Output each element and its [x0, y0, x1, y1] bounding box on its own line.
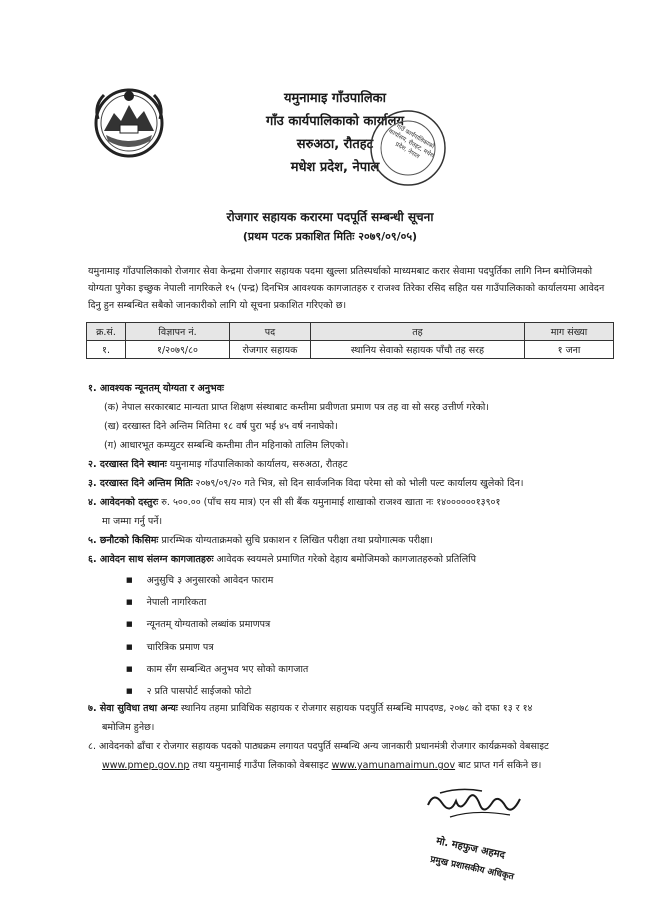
req8-mid-text: तथा यमुनामाई गाउँपा लिकाको वेबसाइट — [189, 760, 332, 771]
list-item: ■ काम सँग सम्बन्धित अनुभव भए सोको कागजात — [126, 659, 308, 681]
req4-line — [88, 493, 618, 512]
office-stamp — [368, 108, 448, 188]
cell-ad-number: १/२०७९/८० — [126, 341, 230, 359]
req8-continuation — [88, 756, 618, 775]
req6-line — [88, 550, 618, 569]
req8-text: ८. आवेदनको ढाँचा र रोजगार सहायक पदको पाठ्यक्रम लगायत पदपुर्ति सम्बन्धि अन्य जानकारी प्रधानमंत्री रोजगार कार्यक्रमको वेबसाइट — [88, 741, 549, 752]
req3-label: ३. दरखास्त दिने अन्तिम मितिः — [88, 478, 193, 489]
req6-label: ६. आवेदन साथ संलग्न कागजातहरुः — [88, 554, 214, 565]
office-name: गाँउ कार्यपालिकाको कार्यालय — [266, 114, 404, 129]
requirements-section-2 — [88, 699, 618, 775]
req3-text: २०७९/०९/२० गते भित्र, सो दिन सार्वजनिक विदा परेमा सो को भोली पल्ट कार्यालय खुलेको दिन। — [192, 478, 524, 489]
pmep-website-link[interactable]: www.pmep.gov.np — [102, 760, 190, 771]
col-level: तह — [311, 323, 525, 341]
list-item: ■ नेपाली नागरिकता — [126, 592, 308, 614]
list-item: ■ अनुसुचि ३ अनुसारको आवेदन फाराम — [126, 570, 308, 592]
col-serial: क्र.सं. — [87, 323, 126, 341]
req5-text: प्रारम्भिक योग्यताक्रमको सुचि प्रकाशन र लिखित परीक्षा तथा प्रयोगात्मक परीक्षा। — [158, 535, 433, 546]
list-item: ■ न्यूनतम् योग्यताको लब्धांक प्रमाणपत्र — [126, 614, 308, 636]
notice-intro-paragraph: यमुनामाइ गाँउपालिकाको रोजगार सेवा केन्द्रमा रोजगार सहायक पदमा खुल्ला प्रतिस्पर्धाको माध्यमबाट करार सेवामा पदपुर्तिका लागि निम्न बमोजिमको योग्यता पुगेका इच्छुक नेपाली नागरिकले १५ (पन्द्र) दिनभित्र आवश्यक कागजातहरु र राजश्व तिरेका रसिद सहित यस गाउँपालिकाको कार्यालयमा आवेदन दिनु हुन सम्बन्धित सबैको जानकारीको लागि यो सूचना प्रकाशित गरिएको छ। — [88, 266, 605, 311]
req2-line — [88, 455, 618, 474]
req3-line — [88, 474, 618, 493]
req4-text: रु. ५००.०० (पाँच सय मात्र) एन सी सी बैंक यमुनामाई शाखाको राजश्व खाता नः १४००००००१३९०१ — [158, 497, 501, 508]
stamp-text: गाउँ कार्यपालिकाको कार्यालय, रौतहट, मधेश प्रदेश, नेपाल — [387, 122, 436, 161]
signatory-name: मो. महफुज अहमद — [435, 835, 506, 862]
notice-subtitle: (प्रथम पटक प्रकाशित मितिः २०७९/०९/०५) — [242, 230, 418, 243]
req7-text: स्थानिय तहमा प्राविधिक सहायक र रोजगार सहायक पदपुर्ति सम्बन्धि मापदण्ड, २०७८ को दफा १३ र १४ — [177, 703, 533, 714]
cell-serial: १. — [87, 341, 126, 359]
requirements-section — [88, 379, 618, 569]
municipality-website-link[interactable]: www.yamunamaimun.gov — [331, 760, 456, 771]
col-position: पद — [230, 323, 311, 341]
vacancy-table — [86, 322, 614, 359]
cell-level: स्थानिय सेवाको सहायक पाँचौ तह सरह — [311, 341, 525, 359]
req7-continuation: बमोजिम हुनेछ। — [102, 722, 155, 733]
nepal-emblem-logo — [90, 83, 168, 161]
table-header-row — [87, 323, 614, 341]
list-item: ■ चारित्रिक प्रमाण पत्र — [126, 637, 308, 659]
notice-title: रोजगार सहायक करारमा पदपूर्ति सम्बन्धी सूचना — [226, 210, 434, 224]
province-name: मधेश प्रदेश, नेपाल — [290, 160, 380, 175]
list-item: ■ २ प्रति पासपोर्ट साईजको फोटो — [126, 681, 308, 703]
req2-label: २. दरखास्त दिने स्थानः — [88, 459, 167, 470]
req7-label: ७. सेवा सुविधा तथा अन्यः — [88, 703, 178, 714]
req5-line — [88, 531, 618, 550]
req7-line — [88, 699, 618, 718]
req1-item-b: (ख) दरखास्त दिने अन्तिम मितिमा १८ वर्ष पुरा भई ४५ वर्ष ननाघेको। — [104, 421, 338, 432]
municipality-name: यमुनामाइ गाँउपालिका — [283, 91, 387, 106]
req4-continuation: मा जम्मा गर्नु पर्ने। — [102, 516, 163, 527]
col-demand-count: माग संख्या — [525, 323, 614, 341]
documents-list — [126, 570, 308, 703]
signature-mark — [420, 785, 530, 825]
req1-item-c: (ग) आधारभूत कम्प्युटर सम्बन्धि कम्तीमा तीन महिनाको तालिम लिएको। — [104, 440, 349, 451]
signatory-title: प्रमुख प्रशासकीय अधिकृत — [429, 854, 515, 883]
req2-text: यमुनामाइ गाँउपालिकाको कार्यालय, सरुअठा, रौतहट — [166, 459, 348, 470]
col-ad-number: विज्ञापन नं. — [126, 323, 230, 341]
req4-label: ४. आवेदनको दस्तुरः — [88, 497, 159, 508]
req6-text: आवेदक स्वयमले प्रमाणित गरेको देहाय बमोजिमको कागजातहरुको प्रतिलिपि — [213, 554, 477, 565]
cell-demand-count: १ जना — [525, 341, 614, 359]
req1-item-a: (क) नेपाल सरकारबाट मान्यता प्राप्त शिक्षण संस्थाबाट कम्तीमा प्रवीणता प्रमाण पत्र तह वा सो सरह उत्तीर्ण गरेको। — [104, 402, 489, 413]
cell-position: रोजगार सहायक — [230, 341, 311, 359]
req5-label: ५. छनौटको किसिमः — [88, 535, 159, 546]
office-address: सरुअठा, रौतहट — [296, 137, 374, 152]
req1-label: १. आवश्यक न्यूनतम् योग्यता र अनुभवः — [88, 383, 224, 394]
req8-end-text: बाट प्राप्त गर्न सकिने छ। — [455, 760, 542, 771]
table-row — [87, 341, 614, 359]
